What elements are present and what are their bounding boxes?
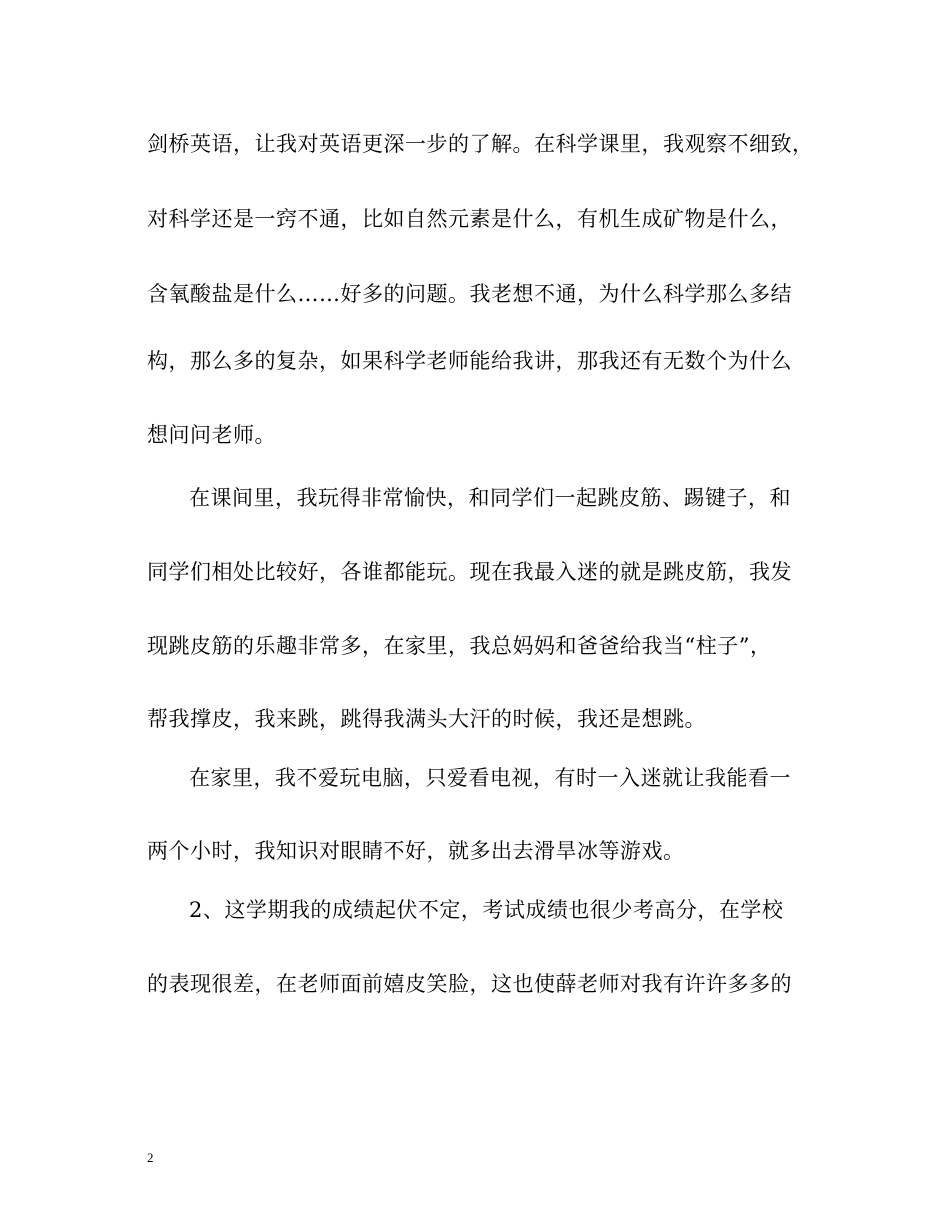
page-number: 2 — [147, 1150, 154, 1165]
text-line-1: 剑桥英语，让我对英语更深一步的了解。在科学课里，我观察不细致， — [147, 132, 814, 156]
text-line-7: 同学们相处比较好，各谁都能玩。现在我最入迷的就是跳皮筋，我发 — [147, 560, 792, 584]
text-line-9: 帮我撑皮，我来跳，跳得我满头大汗的时候，我还是想跳。 — [147, 707, 706, 731]
text-line-3: 含氧酸盐是什么……好多的问题。我老想不通，为什么科学那么多结 — [147, 282, 792, 306]
paragraph-start-line: 在家里，我不爱玩电脑，只爱看电视，有时一入迷就让我能看一 — [189, 766, 791, 790]
text-line-2: 对科学还是一窍不通，比如自然元素是什么，有机生成矿物是什么， — [147, 207, 792, 231]
paragraph-start-line: 在课间里，我玩得非常愉快，和同学们一起跳皮筋、踢键子，和 — [189, 486, 791, 510]
text-line-11: 两个小时，我知识对眼睛不好，就多出去滑旱冰等游戏。 — [147, 839, 685, 863]
paragraph-start-line: 2、这学期我的成绩起伏不定，考试成绩也很少考高分，在学校 — [189, 898, 784, 922]
text-line-5: 想问问老师。 — [147, 423, 276, 447]
text-line-8: 现跳皮筋的乐趣非常多，在家里，我总妈妈和爸爸给我当“柱子”， — [147, 634, 772, 658]
text-line-4: 构，那么多的复杂，如果科学老师能给我讲，那我还有无数个为什么 — [147, 349, 792, 373]
text-line-13: 的表现很差，在老师面前嬉皮笑脸，这也使薛老师对我有许许多多的 — [147, 972, 792, 996]
